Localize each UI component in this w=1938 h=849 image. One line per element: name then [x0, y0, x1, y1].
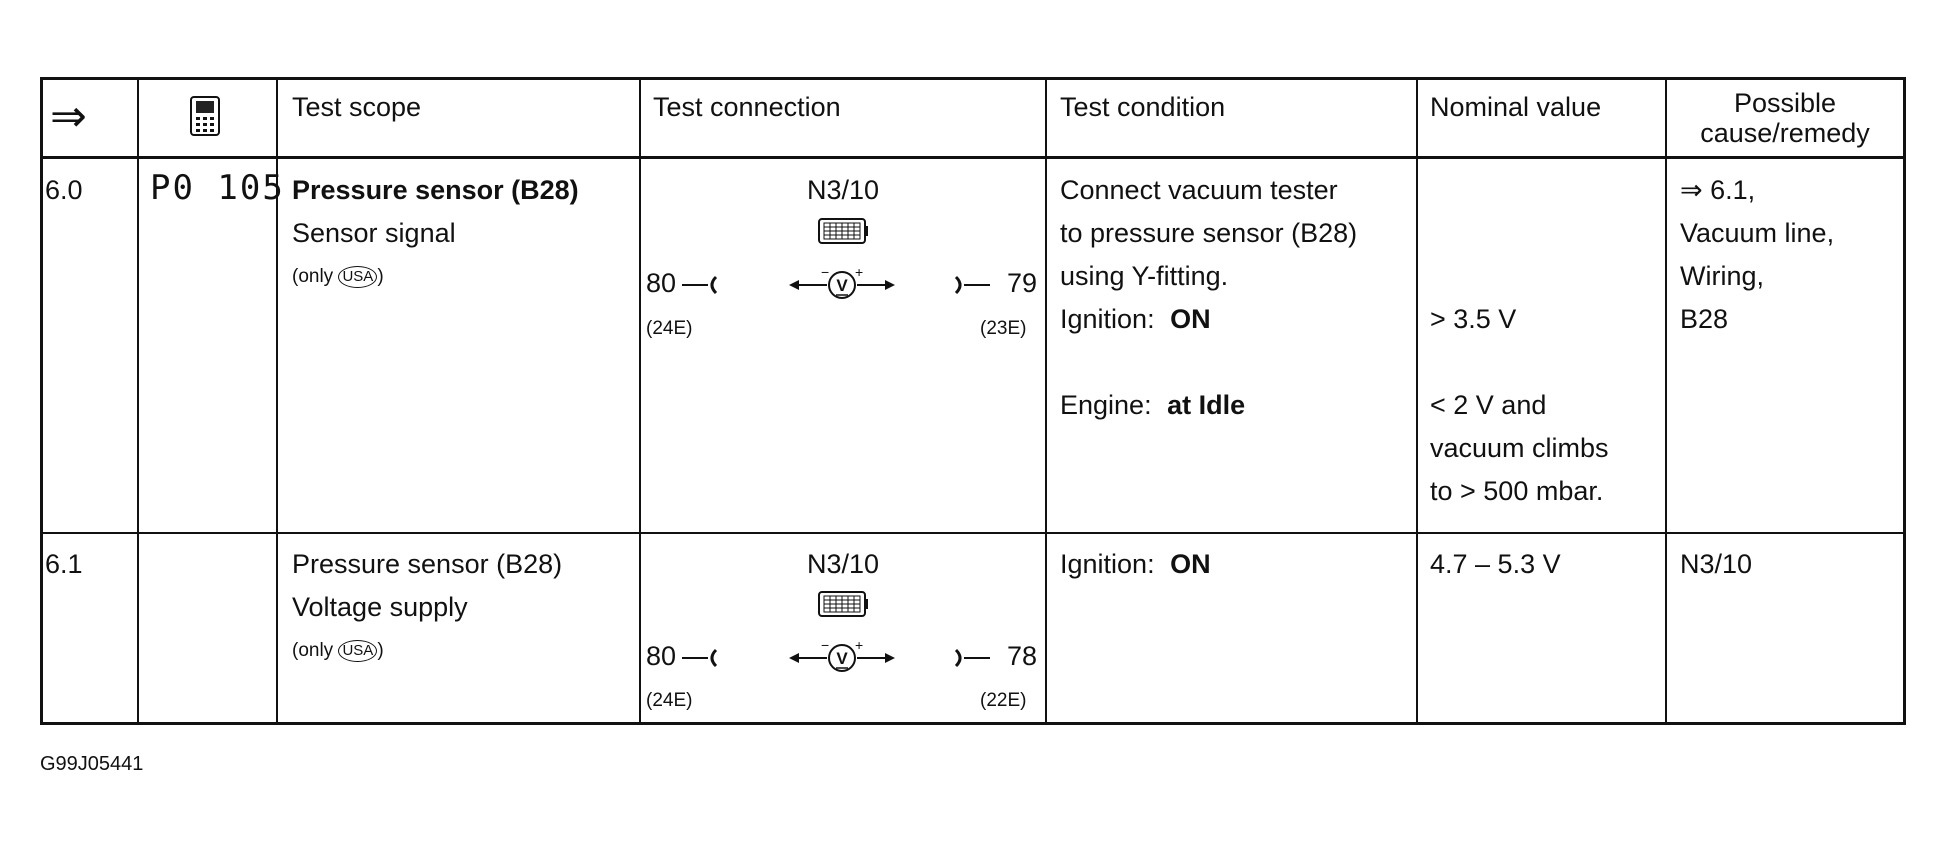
handheld-tester-icon — [188, 95, 222, 137]
row-step: 6.0 — [45, 175, 83, 205]
left-pin-code: (24E) — [646, 690, 693, 711]
right-pin-code: (22E) — [980, 690, 1027, 711]
condition-line: Connect vacuum tester — [1060, 175, 1338, 205]
header-test-scope: Test scope — [292, 92, 422, 122]
condition-engine — [1060, 384, 1245, 427]
right-probe-icon — [952, 273, 992, 297]
svg-text:+: + — [855, 640, 864, 653]
condition-ignition — [1060, 298, 1211, 341]
nominal-value: to > 500 mbar. — [1430, 476, 1604, 506]
col-divider-5 — [1416, 77, 1418, 725]
ecu-connector-icon — [818, 218, 868, 248]
row-step: 6.1 — [45, 549, 83, 579]
right-pin-code: (23E) — [980, 318, 1027, 339]
left-probe-icon — [680, 646, 720, 670]
right-pin-number: 79 — [1007, 268, 1038, 298]
voltmeter-icon — [787, 267, 897, 303]
ignition-value: ON — [1170, 304, 1211, 334]
connection-module: N3/10 — [806, 549, 880, 579]
cause-item: B28 — [1680, 304, 1729, 334]
cause-item: Vacuum line, — [1680, 218, 1835, 248]
usa-badge: USA — [338, 640, 377, 662]
scope-note — [292, 255, 384, 298]
engine-value: at Idle — [1167, 390, 1246, 420]
right-pin-number: 78 — [1007, 641, 1038, 671]
header-nominal-value: Nominal value — [1430, 92, 1602, 122]
svg-text:+: + — [855, 267, 864, 280]
row-divider — [40, 532, 1906, 534]
ecu-connector-icon — [818, 591, 868, 621]
ignition-label: Ignition: — [1060, 304, 1155, 334]
right-probe-icon — [952, 646, 992, 670]
scope-subtitle: Sensor signal — [292, 218, 456, 248]
cause-link[interactable]: ⇒ 6.1, — [1680, 175, 1756, 205]
ignition-label: Ignition: — [1060, 549, 1155, 579]
scope-subtitle: Voltage supply — [292, 592, 468, 622]
test-table — [40, 77, 1906, 725]
left-pin-code: (24E) — [646, 318, 693, 339]
svg-text:V: V — [836, 649, 848, 668]
cause-item: N3/10 — [1680, 549, 1753, 579]
table-left-border — [40, 77, 43, 725]
svg-text:−: − — [821, 267, 830, 280]
fault-code: P0 105 — [150, 168, 285, 208]
col-divider-1 — [137, 77, 139, 725]
scope-note-suffix: ) — [377, 640, 384, 661]
condition-line: to pressure sensor (B28) — [1060, 218, 1358, 248]
connection-module: N3/10 — [806, 175, 880, 205]
header-test-condition: Test condition — [1060, 92, 1226, 122]
svg-text:−: − — [821, 640, 830, 653]
left-pin-number: 80 — [646, 641, 677, 671]
engine-label: Engine: — [1060, 390, 1152, 420]
nominal-value: vacuum climbs — [1430, 433, 1609, 463]
table-bottom-border — [40, 722, 1906, 725]
voltmeter-icon — [787, 640, 897, 676]
table-right-border — [1903, 77, 1906, 725]
header-cause-line2: cause/remedy — [1700, 118, 1870, 148]
table-top-border — [40, 77, 1906, 80]
usa-badge: USA — [338, 266, 377, 288]
nominal-value: < 2 V and — [1430, 390, 1547, 420]
nominal-value: > 3.5 V — [1430, 304, 1517, 334]
header-test-connection: Test connection — [653, 92, 841, 122]
condition-ignition — [1060, 543, 1211, 586]
cause-item: Wiring, — [1680, 261, 1765, 291]
scope-note — [292, 629, 384, 672]
svg-text:V: V — [836, 276, 848, 295]
left-pin-number: 80 — [646, 268, 677, 298]
scope-title: Pressure sensor (B28) — [292, 549, 563, 579]
condition-line: using Y-fitting. — [1060, 261, 1229, 291]
header-arrow: ⇒ — [50, 92, 87, 141]
col-divider-6 — [1665, 77, 1667, 725]
scope-note-suffix: ) — [377, 266, 384, 287]
figure-id: G99J05441 — [40, 753, 144, 775]
nominal-value: 4.7 – 5.3 V — [1430, 549, 1561, 579]
scope-note-prefix: (only — [292, 266, 334, 287]
ignition-value: ON — [1170, 549, 1211, 579]
col-divider-4 — [1045, 77, 1047, 725]
scope-note-prefix: (only — [292, 640, 334, 661]
scope-title: Pressure sensor (B28) — [292, 175, 579, 205]
header-cause-line1: Possible — [1733, 88, 1837, 118]
header-divider — [40, 156, 1906, 159]
left-probe-icon — [680, 273, 720, 297]
